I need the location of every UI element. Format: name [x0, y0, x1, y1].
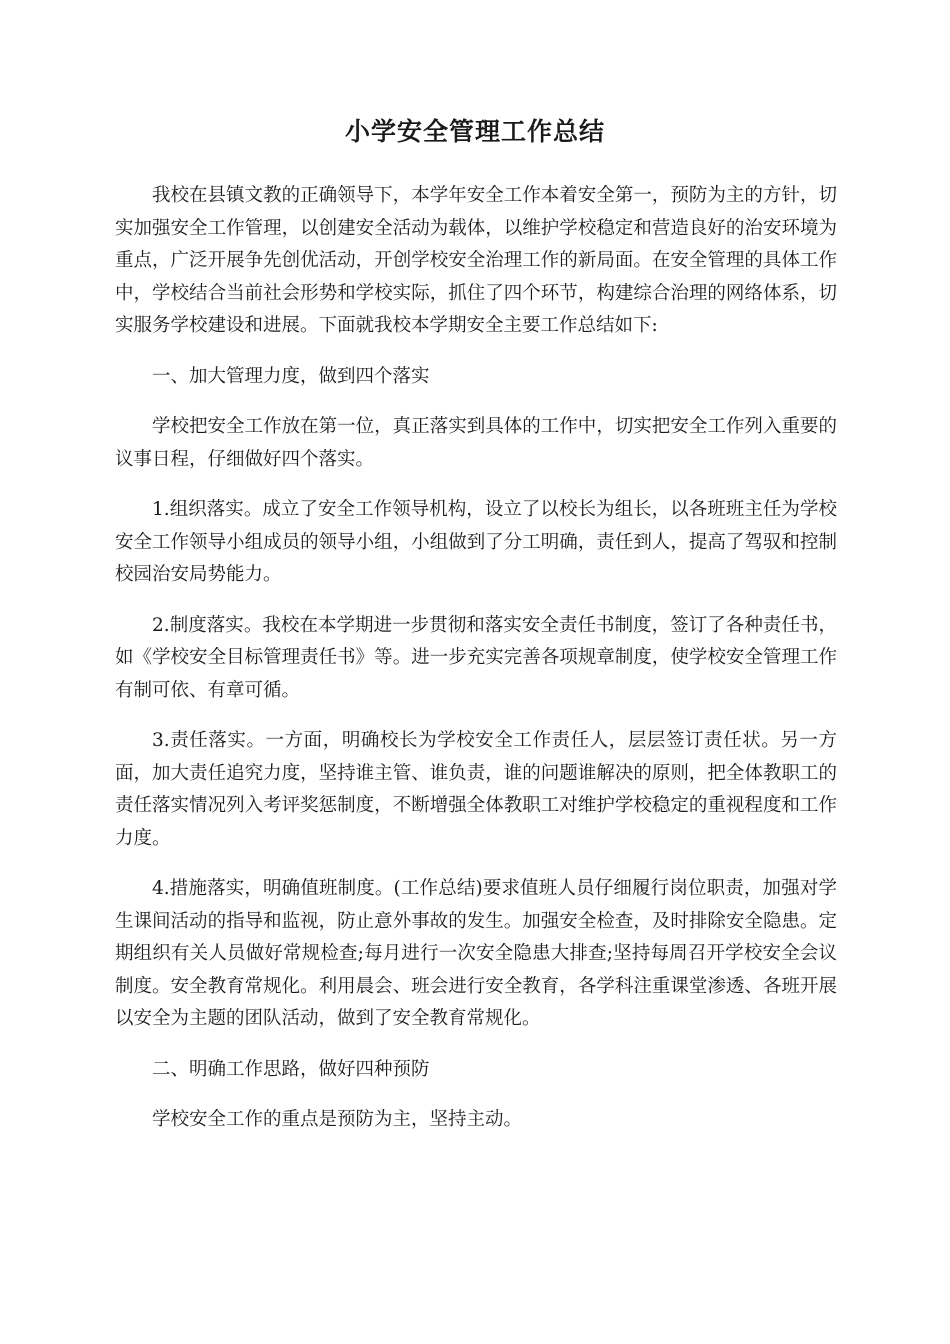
item-4-measures-paragraph: 4.措施落实，明确值班制度。(工作总结)要求值班人员仔细履行岗位职责，加强对学生课间活动的指导和监视，防止意外事故的发生。加强安全检查，及时排除安全隐患。定期组织有关人员做好常规检查;每月进行一次安全隐患大排查;坚持每周召开学校安全会议制度。安全教育常规化。利用晨会、班会进行安全教育，各学科注重课堂渗透、各班开展以安全为主题的团队活动，做到了安全教育常规化。 — [115, 878, 837, 1029]
section-2-intro-paragraph: 学校安全工作的重点是预防为主，坚持主动。 — [152, 1109, 523, 1130]
document-body — [115, 180, 837, 1155]
section-heading-1: 一、加大管理力度，做到四个落实 — [152, 365, 430, 387]
section-1-intro-paragraph: 学校把安全工作放在第一位，真正落实到具体的工作中，切实把安全工作列入重要的议事日程，仔细做好四个落实。 — [115, 416, 837, 470]
item-1-organization-paragraph: 1.组织落实。成立了安全工作领导机构，设立了以校长为组长，以各班班主任为学校安全工作领导小组成员的领导小组，小组做到了分工明确，责任到人，提高了驾驭和控制校园治安局势能力。 — [115, 499, 837, 585]
document-title: 小学安全管理工作总结 — [344, 117, 605, 146]
item-2-system-paragraph: 2.制度落实。我校在本学期进一步贯彻和落实安全责任书制度，签订了各种责任书，如《学校安全目标管理责任书》等。进一步充实完善各项规章制度，使学校安全管理工作有制可依、有章可循。 — [115, 614, 837, 701]
intro-paragraph: 我校在县镇文教的正确领导下，本学年安全工作本着安全第一，预防为主的方针，切实加强安全工作管理，以创建安全活动为载体，以维护学校稳定和营造良好的治安环境为重点，广泛开展争先创优活动，开创学校安全治理工作的新局面。在安全管理的具体工作中，学校结合当前社会形势和学校实际，抓住了四个环节，构建综合治理的网络体系，切实服务学校建设和进展。下面就我校本学期安全主要工作总结如下: — [115, 185, 837, 336]
item-3-responsibility-paragraph: 3.责任落实。一方面，明确校长为学校安全工作责任人，层层签订责任状。另一方面，加大责任追究力度，坚持谁主管、谁负责，谁的问题谁解决的原则，把全体教职工的责任落实情况列入考评奖惩制度，不断增强全体教职工对维护学校稳定的重视程度和工作力度。 — [115, 730, 837, 849]
section-heading-2: 二、明确工作思路，做好四种预防 — [152, 1058, 430, 1080]
